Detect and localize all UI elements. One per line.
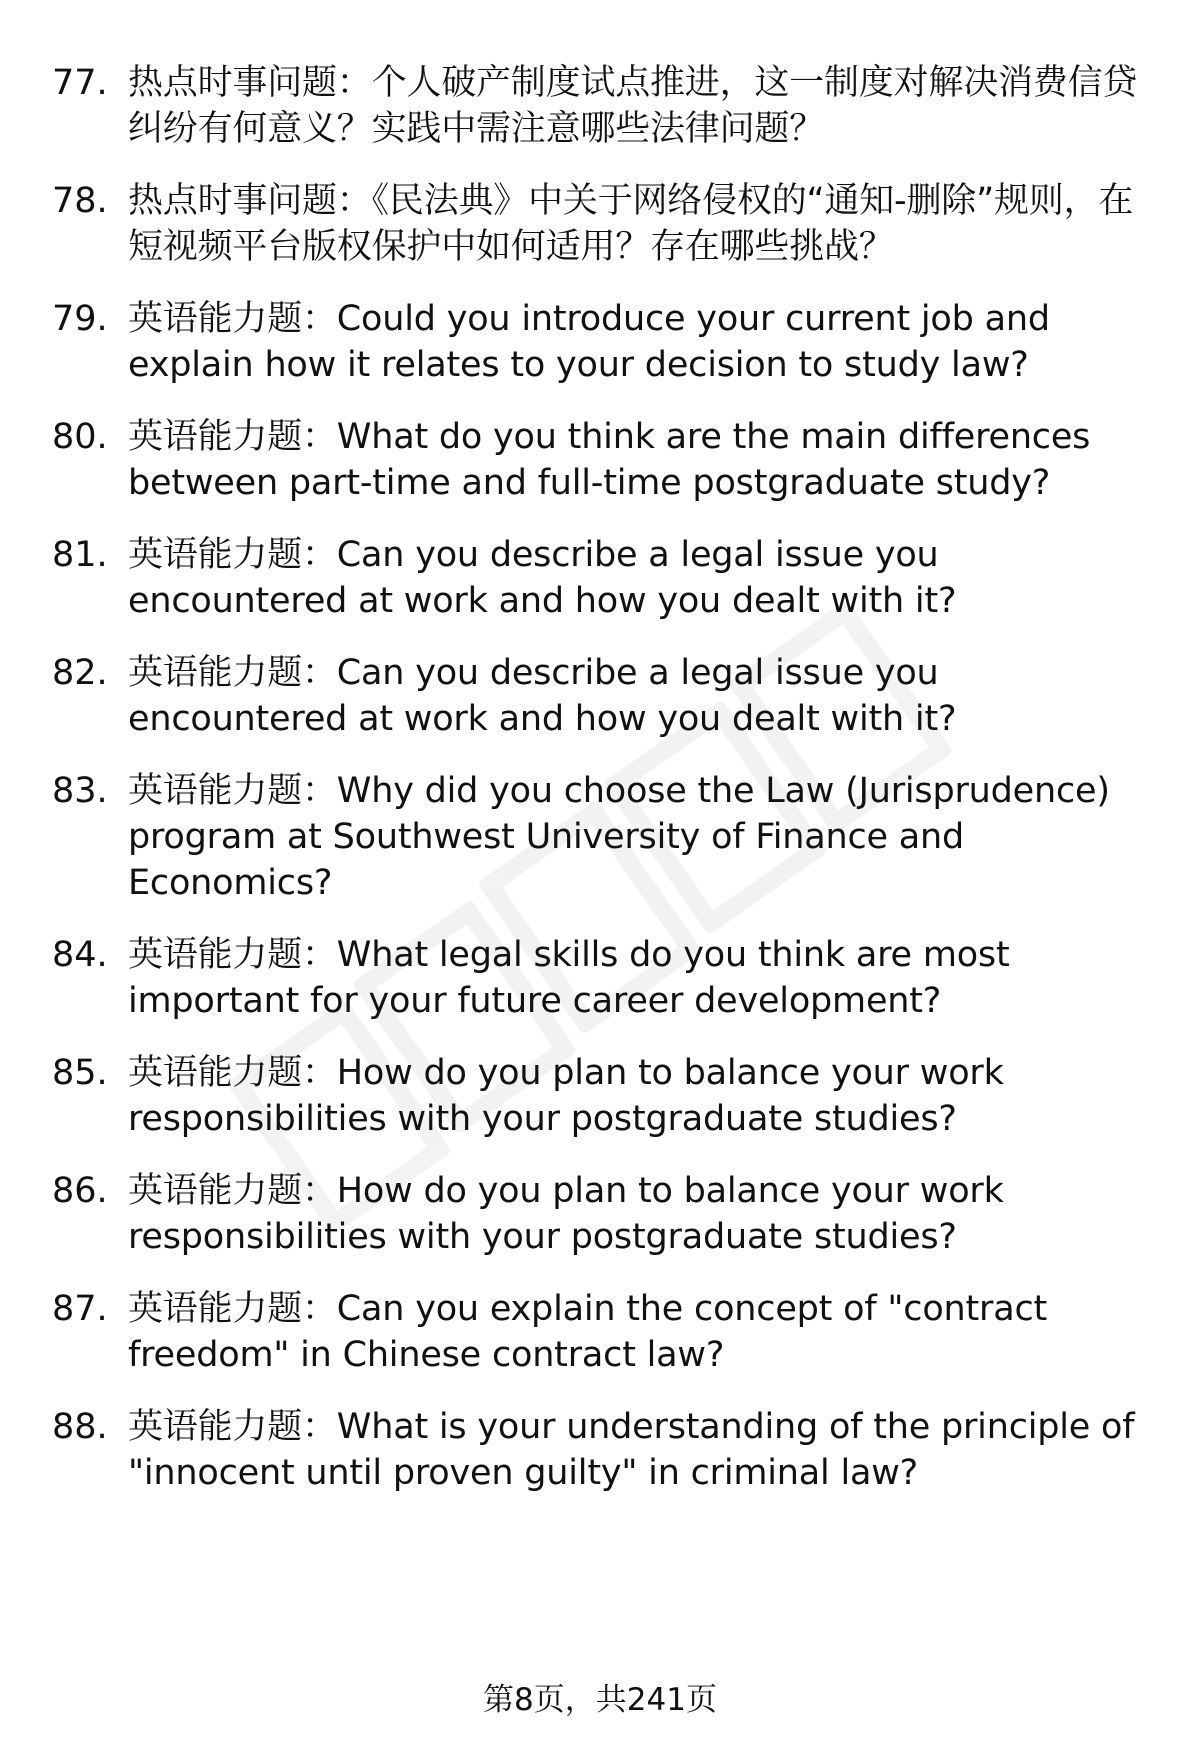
question-text: 英语能力题：What legal skills do you think are most important for your future career development?	[128, 935, 1010, 1021]
question-item	[52, 932, 1162, 1024]
question-text: 英语能力题：Could you introduce your current job and explain how it relates to your decision to study law?	[128, 299, 1050, 385]
question-number: 84.	[52, 935, 108, 975]
question-text: 英语能力题：How do you plan to balance your work responsibilities with your postgraduate studies?	[128, 1053, 1004, 1139]
question-number: 78.	[52, 181, 108, 221]
question-text: 英语能力题：Why did you choose the Law (Jurisprudence) program at Southwest University of Finance and Economics?	[128, 771, 1110, 903]
question-text: 英语能力题：Can you describe a legal issue you encountered at work and how you dealt with it?	[128, 535, 957, 621]
question-item	[52, 178, 1162, 270]
question-number: 79.	[52, 299, 108, 339]
question-item	[52, 1168, 1162, 1260]
question-item	[52, 414, 1162, 506]
question-item	[52, 1050, 1162, 1142]
question-text: 英语能力题：What is your understanding of the principle of "innocent until proven guilty" in criminal law?	[128, 1407, 1135, 1493]
question-text: 热点时事问题：《民法典》中关于网络侵权的“通知-删除”规则，在短视频平台版权保护中如何适用？存在哪些挑战？	[128, 181, 1134, 267]
question-item	[52, 60, 1162, 152]
question-number: 82.	[52, 653, 108, 693]
question-list	[52, 60, 1162, 1522]
question-item	[52, 1404, 1162, 1496]
question-number: 85.	[52, 1053, 108, 1093]
question-item	[52, 532, 1162, 624]
question-text: 英语能力题：Can you explain the concept of "contract freedom" in Chinese contract law?	[128, 1289, 1048, 1375]
question-item	[52, 1286, 1162, 1378]
question-text: 英语能力题：How do you plan to balance your work responsibilities with your postgraduate studies?	[128, 1171, 1004, 1257]
question-number: 83.	[52, 771, 108, 811]
question-number: 80.	[52, 417, 108, 457]
question-text: 英语能力题：Can you describe a legal issue you encountered at work and how you dealt with it?	[128, 653, 957, 739]
question-number: 87.	[52, 1289, 108, 1329]
question-number: 81.	[52, 535, 108, 575]
question-text: 热点时事问题：个人破产制度试点推进，这一制度对解决消费信贷纠纷有何意义？实践中需注意哪些法律问题？	[128, 63, 1138, 149]
question-text: 英语能力题：What do you think are the main differences between part-time and full-time postgraduate study?	[128, 417, 1091, 503]
question-number: 86.	[52, 1171, 108, 1211]
question-item	[52, 296, 1162, 388]
question-number: 88.	[52, 1407, 108, 1447]
question-item	[52, 650, 1162, 742]
question-number: 77.	[52, 63, 108, 103]
question-item	[52, 768, 1162, 906]
page-footer: 第8页，共241页	[483, 1682, 717, 1718]
